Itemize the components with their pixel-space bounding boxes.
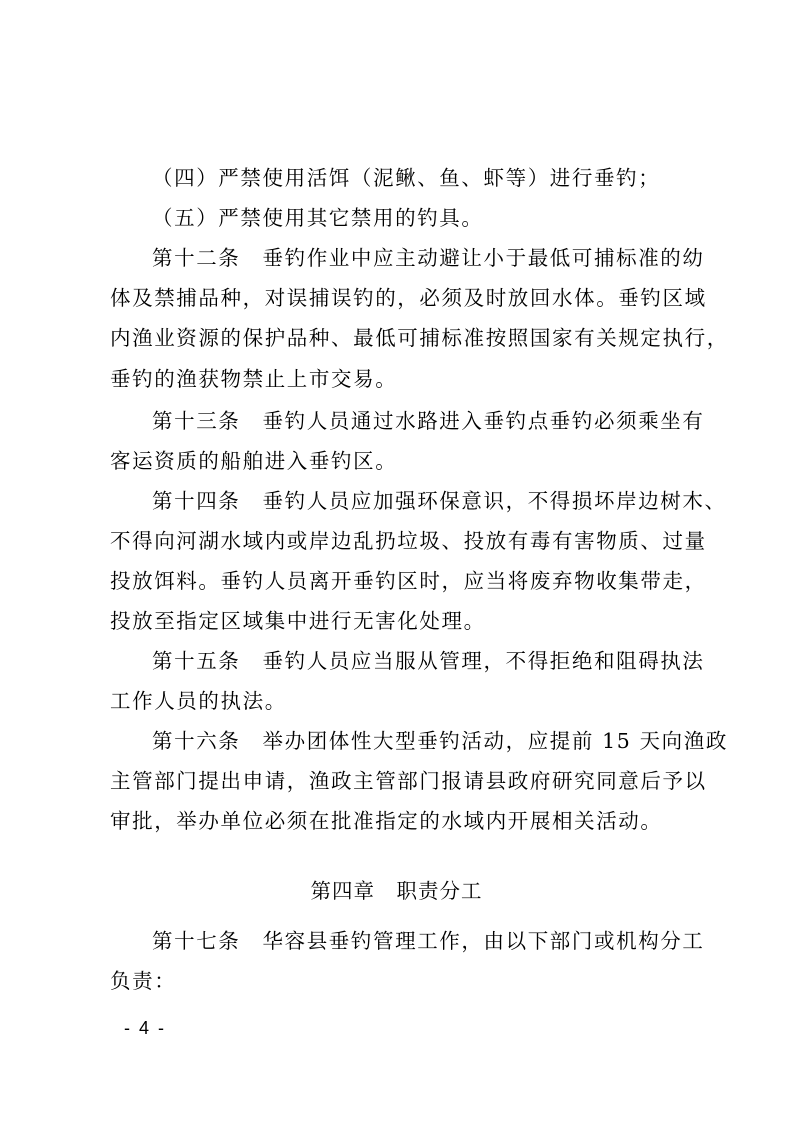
article-17-line-1: 第十七条 华容县垂钓管理工作，由以下部门或机构分工 <box>152 929 705 953</box>
page-number: - 4 - <box>124 1018 167 1038</box>
article-16-line-2: 主管部门提出申请，渔政主管部门报请县政府研究同意后予以 <box>110 769 707 793</box>
article-14-line-3: 投放饵料。垂钓人员离开垂钓区时，应当将废弃物收集带走， <box>110 569 707 593</box>
article-15-line-2: 工作人员的执法。 <box>110 689 287 713</box>
article-13-line-1: 第十三条 垂钓人员通过水路进入垂钓点垂钓必须乘坐有 <box>152 409 705 433</box>
article-16-line-1: 第十六条 举办团体性大型垂钓活动，应提前 15 天向渔政 <box>152 729 728 753</box>
article-17-line-2: 负责： <box>110 969 177 993</box>
list-item-5: （五）严禁使用其它禁用的钓具。 <box>152 206 484 230</box>
article-14-line-2: 不得向河湖水域内或岸边乱扔垃圾、投放有毒有害物质、过量 <box>110 529 707 553</box>
chapter-heading: 第四章 职责分工 <box>310 879 483 903</box>
article-12-line-3: 内渔业资源的保护品种、最低可捕标准按照国家有关规定执行， <box>110 326 729 350</box>
article-12-line-1: 第十二条 垂钓作业中应主动避让小于最低可捕标准的幼 <box>152 246 705 270</box>
article-12-line-4: 垂钓的渔获物禁止上市交易。 <box>110 367 398 391</box>
article-14-line-1: 第十四条 垂钓人员应加强环保意识，不得损坏岸边树木、 <box>152 489 727 513</box>
article-16-line-3: 审批，举办单位必须在批准指定的水域内开展相关活动。 <box>110 809 663 833</box>
article-14-line-4: 投放至指定区域集中进行无害化处理。 <box>110 609 486 633</box>
list-item-4: （四）严禁使用活饵（泥鳅、鱼、虾等）进行垂钓； <box>152 166 661 190</box>
article-15-line-1: 第十五条 垂钓人员应当服从管理，不得拒绝和阻碍执法 <box>152 649 705 673</box>
article-13-line-2: 客运资质的船舶进入垂钓区。 <box>110 449 398 473</box>
article-12-line-2: 体及禁捕品种，对误捕误钓的，必须及时放回水体。垂钓区域 <box>110 286 707 310</box>
